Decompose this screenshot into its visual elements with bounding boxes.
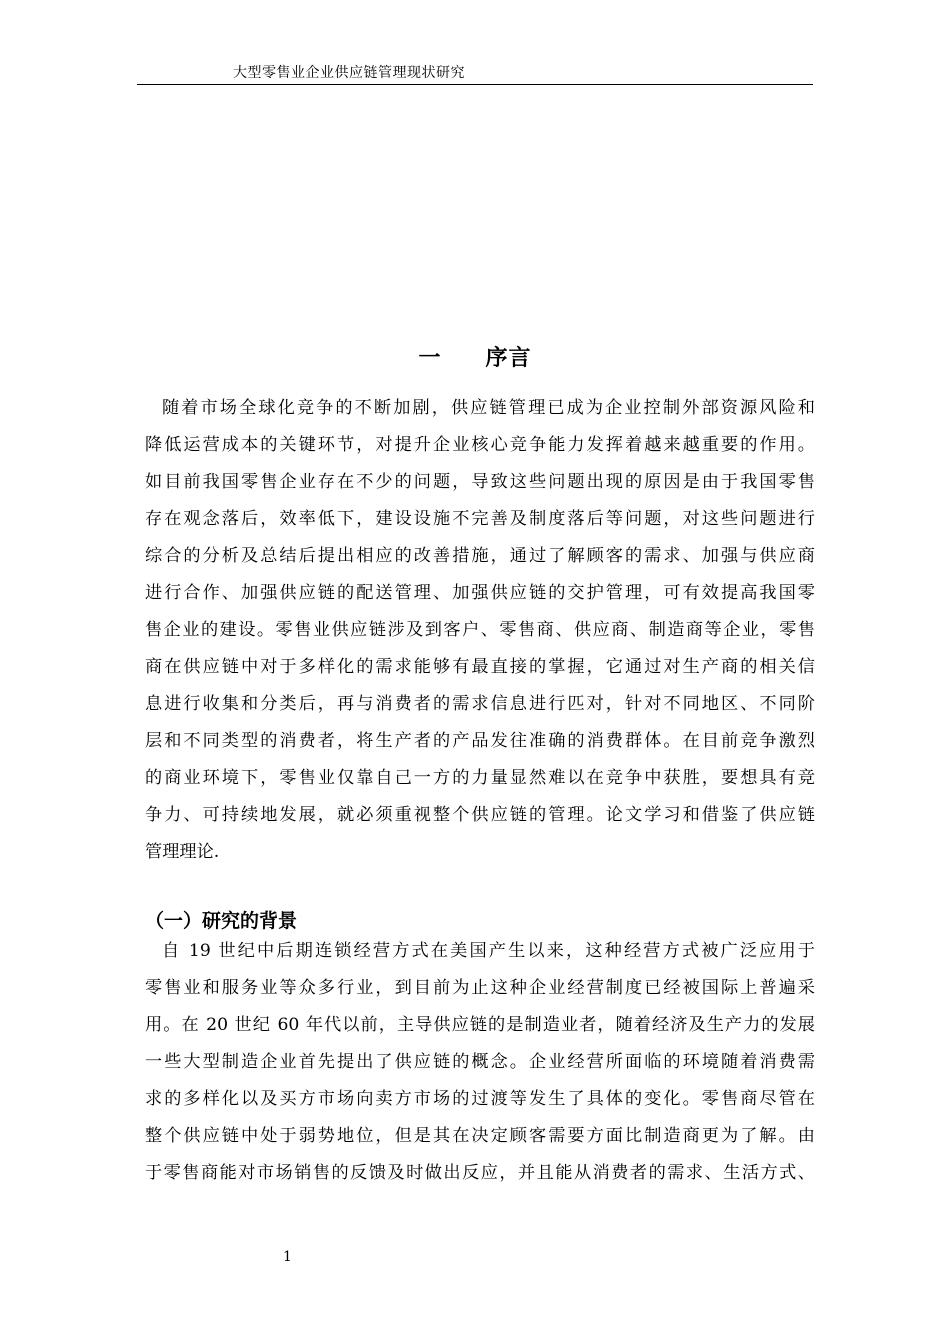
paragraph-line: 求的多样化以及买方市场向卖方市场的过渡等发生了具体的变化。零售商尽管在 <box>145 1089 815 1109</box>
paragraph-line: 存在观念落后，效率低下，建设设施不完善及制度落后等问题，对这些问题进行 <box>145 509 815 529</box>
running-header: 大型零售业企业供应链管理现状研究 <box>233 65 465 81</box>
intro-paragraph <box>145 390 815 871</box>
paragraph-line: 如目前我国零售企业存在不少的问题，导致这些问题出现的原因是由于我国零售 <box>145 472 815 492</box>
paragraph-line: 商在供应链中对于多样化的需求能够有最直接的掌握，它通过对生产商的相关信 <box>145 657 815 677</box>
paragraph-line: 进行合作、加强供应链的配送管理、加强供应链的交护管理，可有效提高我国零 <box>145 583 815 603</box>
paragraph-line: 息进行收集和分类后，再与消费者的需求信息进行匹对，针对不同地区、不同阶 <box>145 694 815 714</box>
paragraph-line: 一些大型制造企业首先提出了供应链的概念。企业经营所面临的环境随着消费需 <box>145 1052 815 1072</box>
paragraph-line: 于零售商能对市场销售的反馈及时做出反应，并且能从消费者的需求、生活方式、 <box>145 1163 815 1183</box>
paragraph-line: 零售业和服务业等众多行业，到目前为止这种企业经营制度已经被国际上普遍采 <box>145 978 815 998</box>
chapter-heading <box>0 341 950 372</box>
section-heading: （一）研究的背景 <box>145 910 298 932</box>
chapter-number: 一 <box>418 346 442 371</box>
paragraph-line: 自 19 世纪中后期连锁经营方式在美国产生以来，这种经营方式被广泛应用于 <box>162 941 815 961</box>
paragraph-line: 售企业的建设。零售业供应链涉及到客户、零售商、供应商、制造商等企业，零售 <box>145 620 815 640</box>
header-divider <box>137 84 813 85</box>
paragraph-line: 用。在 20 世纪 60 年代以前，主导供应链的是制造业者，随着经济及生产力的发展 <box>145 1015 815 1035</box>
chapter-title: 序言 <box>485 346 532 371</box>
paragraph-line: 随着市场全球化竞争的不断加剧，供应链管理已成为企业控制外部资源风险和 <box>162 398 815 418</box>
paragraph-line: 降低运营成本的关键环节，对提升企业核心竞争能力发挥着越来越重要的作用。 <box>145 435 815 455</box>
paragraph-line: 综合的分析及总结后提出相应的改善措施，通过了解顾客的需求、加强与供应商 <box>145 546 815 566</box>
background-paragraph <box>145 933 815 1192</box>
page-number: 1 <box>283 1249 292 1265</box>
paragraph-line: 层和不同类型的消费者，将生产者的产品发往准确的消费群体。在目前竞争激烈 <box>145 731 815 751</box>
paragraph-line: 管理理论. <box>145 842 220 862</box>
paragraph-line: 整个供应链中处于弱势地位，但是其在决定顾客需要方面比制造商更为了解。由 <box>145 1126 815 1146</box>
paragraph-line: 的商业环境下，零售业仅靠自己一方的力量显然难以在竞争中获胜，要想具有竞 <box>145 768 815 788</box>
paragraph-line: 争力、可持续地发展，就必须重视整个供应链的管理。论文学习和借鉴了供应链 <box>145 805 815 825</box>
